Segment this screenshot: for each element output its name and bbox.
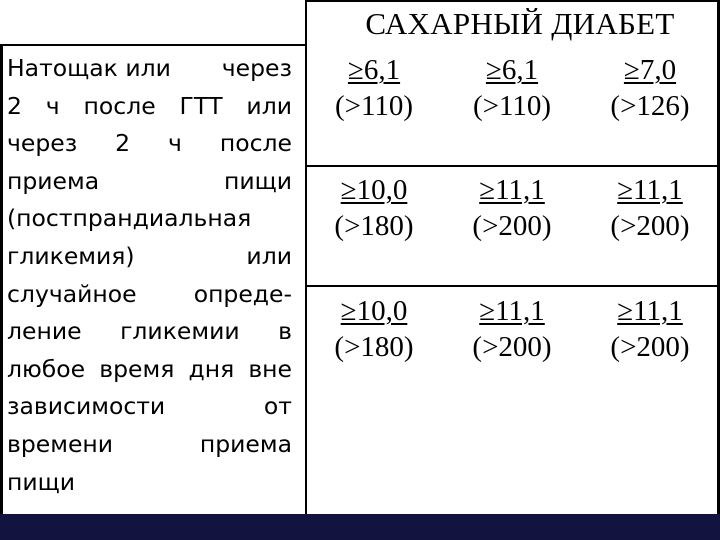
condition-word: или: [246, 91, 292, 120]
glucose-mgdl-value: (>180): [334, 331, 414, 363]
glucose-mmol-value: ≥6,1: [347, 54, 401, 86]
condition-segment: через: [221, 54, 292, 82]
glucose-mgdl-value: (>110): [472, 90, 552, 122]
glucose-mgdl-value: (>200): [610, 331, 690, 363]
value-cell: [314, 52, 434, 124]
condition-word: ГТТ: [179, 91, 223, 120]
condition-segment: приема: [7, 166, 100, 195]
value-cell: [452, 52, 572, 124]
condition-line: [7, 238, 292, 276]
glucose-mgdl-value: (>180): [334, 210, 414, 242]
condition-line: [7, 464, 292, 502]
condition-line: [7, 200, 292, 238]
value-cell: [314, 172, 434, 244]
condition-line: [7, 163, 292, 201]
table-row-divider-2: [305, 285, 720, 287]
glucose-mmol-value: ≥11,1: [617, 174, 683, 206]
condition-segment: случайное: [7, 279, 137, 308]
value-cell: [314, 293, 434, 365]
glucose-mgdl-value: (>110): [334, 90, 414, 122]
condition-word: ление: [7, 317, 82, 346]
condition-word: ч: [168, 129, 182, 158]
condition-segment: Натощак или: [7, 54, 171, 82]
condition-word: через: [7, 129, 78, 158]
condition-word: 2: [7, 91, 22, 120]
condition-segment: гликемия): [7, 241, 135, 270]
condition-word: после: [83, 91, 156, 120]
condition-segment: зависимости: [7, 392, 166, 421]
table-divider-vertical: [305, 0, 307, 514]
glucose-mgdl-value: (>200): [472, 210, 552, 242]
condition-word: после: [219, 129, 292, 158]
condition-segment: от: [263, 392, 292, 421]
glucose-mmol-value: ≥11,1: [617, 295, 683, 327]
glucose-mmol-value: ≥7,0: [623, 54, 677, 86]
glucose-mmol-value: ≥11,1: [479, 174, 545, 206]
condition-line: [7, 388, 292, 426]
condition-word: любое: [7, 354, 86, 383]
glucose-mgdl-value: (>200): [610, 210, 690, 242]
condition-description: [7, 50, 292, 501]
value-cell: [452, 172, 572, 244]
condition-line: [7, 276, 292, 314]
condition-word: вне: [248, 354, 292, 383]
table-border-top: [305, 0, 720, 2]
value-cell: [590, 293, 710, 365]
condition-word: (постпрандиальная: [7, 204, 252, 233]
condition-segment: приема: [199, 429, 292, 458]
glucose-mmol-value: ≥11,1: [479, 295, 545, 327]
condition-word: пищи: [7, 467, 76, 496]
value-cell: [590, 172, 710, 244]
condition-word: в: [278, 317, 292, 346]
condition-word: время: [99, 354, 175, 383]
table-border-left: [0, 45, 3, 514]
glucose-mmol-value: ≥10,0: [340, 174, 408, 206]
footer-bar: [0, 514, 720, 540]
condition-line: [7, 50, 292, 88]
condition-line: [7, 426, 292, 464]
value-cell: [590, 52, 710, 124]
condition-line: [7, 351, 292, 389]
glucose-mgdl-value: (>200): [472, 331, 552, 363]
condition-word: ч: [45, 91, 60, 120]
condition-line: [7, 313, 292, 351]
condition-segment: пищи: [223, 166, 292, 195]
condition-word: 2: [115, 129, 131, 158]
condition-word: гликемии: [120, 317, 240, 346]
condition-segment: опреде-: [193, 279, 292, 308]
table-row-divider-1: [305, 165, 720, 167]
table-header-diabetes: САХАРНЫЙ ДИАБЕТ: [365, 6, 675, 41]
value-cell: [452, 293, 572, 365]
glucose-mmol-value: ≥6,1: [485, 54, 539, 86]
condition-line: [7, 88, 292, 126]
condition-line: [7, 125, 292, 163]
condition-word: дня: [188, 354, 235, 383]
condition-segment: времени: [7, 429, 114, 458]
table-header-divider: [0, 44, 307, 46]
condition-segment: или: [246, 241, 292, 270]
glucose-mgdl-value: (>126): [610, 90, 690, 122]
glucose-mmol-value: ≥10,0: [340, 295, 408, 327]
